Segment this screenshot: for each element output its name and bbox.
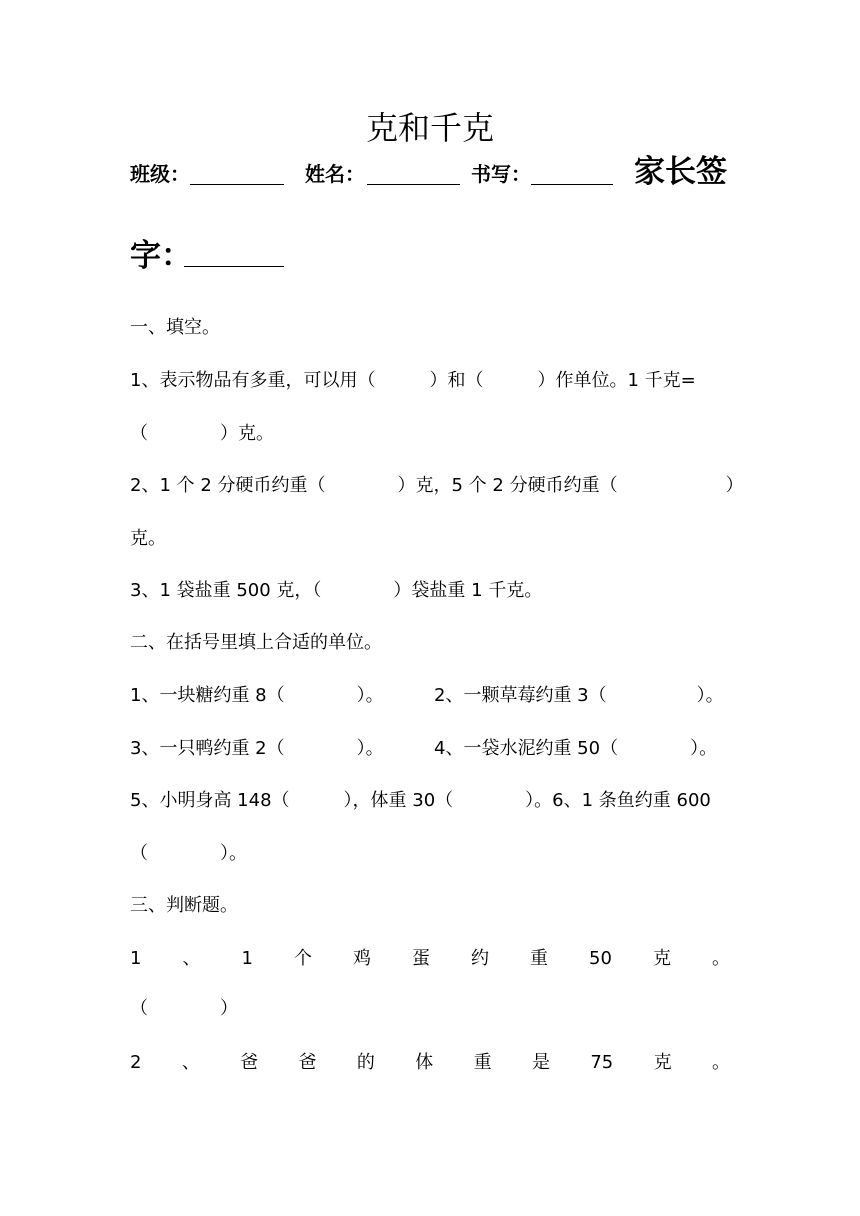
s3-q1-token: 。 — [711, 948, 730, 969]
s3-q1-token: 、 — [182, 948, 201, 969]
s3-q2-token: 体 — [415, 1052, 434, 1073]
writing-blank[interactable] — [531, 184, 613, 185]
writing-label: 书写： — [471, 162, 531, 186]
s2-question-2: 2、一颗草莓约重 3（ ）。 — [434, 685, 724, 706]
s2-question-4: 4、一袋水泥约重 50（ ）。 — [434, 738, 718, 759]
s3-q2-token: 。 — [711, 1052, 730, 1073]
s3-question-2 — [130, 1051, 730, 1075]
s3-q1-token: 蛋 — [411, 948, 430, 969]
s3-q2-token: 、 — [181, 1052, 200, 1073]
parent-signature-blank[interactable] — [184, 266, 284, 267]
s2-question-5: 5、小明身高 148（ ），体重 30（ ）。6、1 条鱼约重 600 — [130, 790, 711, 811]
name-blank[interactable] — [367, 184, 460, 185]
section-2-title: 二、在括号里填上合适的单位。 — [130, 632, 382, 653]
s3-q2-token: 75 — [590, 1052, 614, 1073]
s3-q1-token: 约 — [471, 948, 489, 969]
s3-q1-token: 个 — [293, 948, 312, 969]
s1-question-2-cont: 克。 — [130, 528, 166, 549]
s2-question-6-cont: （ ）。 — [130, 843, 247, 864]
s1-question-1: 1、表示物品有多重，可以用（ ）和（ ）作单位。1 千克= — [130, 370, 696, 391]
s3-q2-token: 2 — [130, 1052, 142, 1073]
section-3-title: 三、判断题。 — [130, 895, 238, 916]
s3-q1-token: 鸡 — [352, 948, 371, 969]
s2-question-3: 3、一只鸭约重 2（ ）。 — [130, 738, 384, 759]
s3-q2-token: 克 — [653, 1052, 672, 1073]
s3-q1-token: 克 — [652, 948, 671, 969]
s3-question-1-answer: （ ） — [130, 998, 238, 1019]
s1-question-2: 2、1 个 2 分硬币约重（ ）克，5 个 2 分硬币约重（ ） — [130, 475, 744, 496]
s3-q2-token: 爸 — [298, 1052, 317, 1073]
name-label: 姓名： — [305, 162, 365, 186]
s3-q2-token: 的 — [356, 1052, 375, 1073]
s3-q1-token: 重 — [530, 948, 549, 969]
s3-q1-token: 1 — [241, 948, 253, 969]
parent-signature-label: 家长签 — [634, 154, 727, 190]
s3-q1-token: 1 — [130, 948, 142, 969]
s2-question-1: 1、一块糖约重 8（ ）。 — [130, 685, 384, 706]
parent-signature-label-cont: 字： — [130, 238, 192, 274]
s3-question-1 — [130, 947, 730, 971]
class-blank[interactable] — [190, 184, 284, 185]
s3-q2-token: 是 — [531, 1052, 550, 1073]
s1-question-3: 3、1 袋盐重 500 克，（ ）袋盐重 1 千克。 — [130, 580, 543, 601]
s1-question-1-cont: （ ）克。 — [130, 423, 274, 444]
s3-q2-token: 爸 — [240, 1052, 259, 1073]
s3-q1-token: 50 — [589, 948, 612, 969]
section-1-title: 一、填空。 — [130, 317, 220, 338]
s3-q2-token: 重 — [473, 1052, 492, 1073]
page-title: 克和千克 — [365, 109, 494, 147]
class-label: 班级： — [130, 162, 190, 186]
